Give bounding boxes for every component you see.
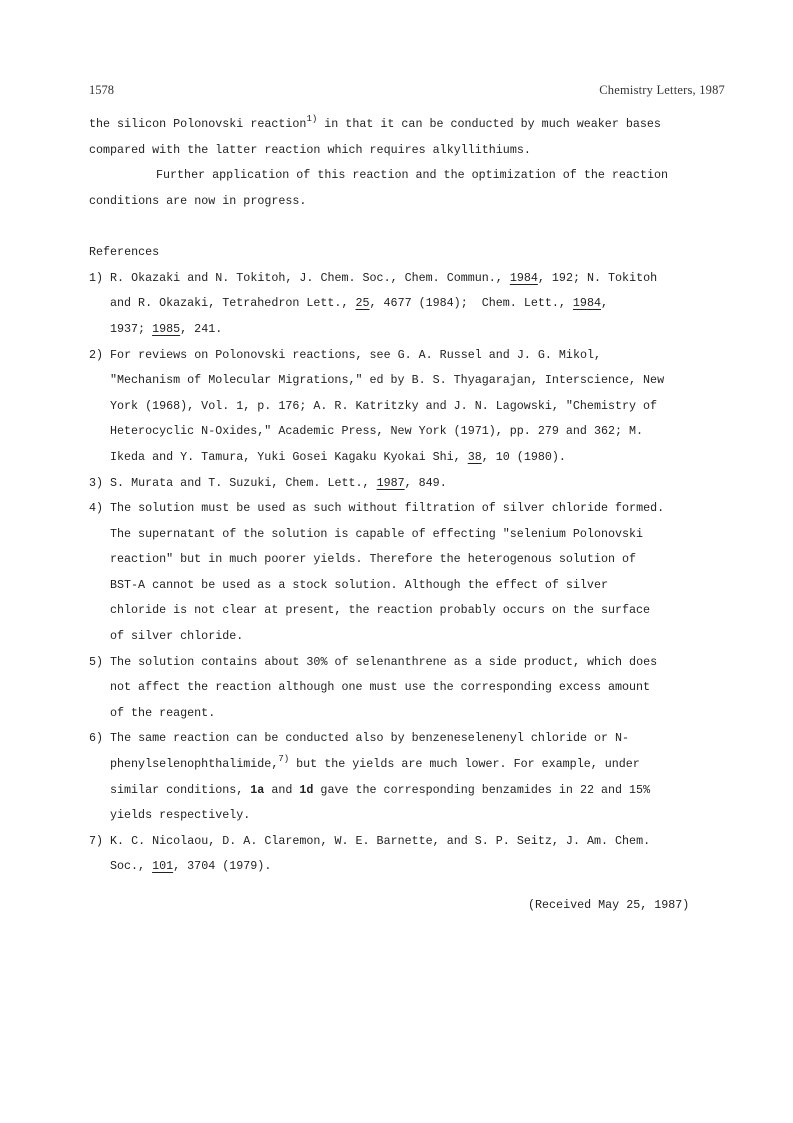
reference-2-line: "Mechanism of Molecular Migrations," ed by B. S. Thyagarajan, Interscience, New xyxy=(110,373,665,387)
journal-header: Chemistry Letters, 1987 xyxy=(599,83,725,97)
ref-volume: 25 xyxy=(355,296,370,310)
page-number: 1578 xyxy=(89,83,114,97)
ref-text: 1937; xyxy=(110,322,153,336)
ref-text: , 192; N. Tokitoh xyxy=(537,271,658,285)
reference-5-line: of the reagent. xyxy=(110,706,216,720)
reference-4-line: reaction" but in much poorer yields. Therefore the heterogenous solution of xyxy=(110,552,637,566)
reference-5-line: not affect the reaction although one must use the corresponding excess amount xyxy=(110,680,651,694)
ref-text: , 241. xyxy=(180,322,223,336)
reference-6-line xyxy=(110,783,650,797)
reference-4-line: 4) The solution must be used as such without filtration of silver chloride formed. xyxy=(89,501,665,515)
reference-2-line: 2) For reviews on Polonovski reactions, see G. A. Russel and J. G. Mikol, xyxy=(89,348,601,362)
ref-text: and R. Okazaki, Tetrahedron Lett., xyxy=(110,296,356,310)
ref-text: 3) S. Murata and T. Suzuki, Chem. Lett., xyxy=(89,476,377,490)
citation-superscript: 7) xyxy=(278,754,290,764)
reference-4-line: The supernatant of the solution is capable of effecting "selenium Polonovski xyxy=(110,527,644,541)
reference-4-line: BST-A cannot be used as a stock solution. Although the effect of silver xyxy=(110,578,608,592)
reference-1-line xyxy=(110,296,608,310)
reference-2-line: Heterocyclic N-Oxides," Academic Press, New York (1971), pp. 279 and 362; M. xyxy=(110,424,644,438)
compound-label: 1a xyxy=(250,783,265,797)
ref-text: 1) R. Okazaki and N. Tokitoh, J. Chem. Soc., Chem. Commun., xyxy=(89,271,510,285)
body-line xyxy=(89,114,661,131)
reference-5-line: 5) The solution contains about 30% of selenanthrene as a side product, which does xyxy=(89,655,658,669)
compound-label: 1d xyxy=(299,783,314,797)
references-heading: References xyxy=(89,245,160,259)
reference-2-line xyxy=(110,450,566,464)
reference-6-line: 6) The same reaction can be conducted also by benzeneselenenyl chloride or N- xyxy=(89,731,630,745)
body-line: Further application of this reaction and the optimization of the reaction xyxy=(156,168,668,182)
ref-text: gave the corresponding benzamides in 22 and 15% xyxy=(313,783,651,797)
ref-volume: 101 xyxy=(152,859,174,873)
body-line: conditions are now in progress. xyxy=(89,194,307,208)
reference-6-line xyxy=(110,754,640,771)
ref-text: phenylselenophthalimide, xyxy=(110,757,279,771)
citation-superscript: 1) xyxy=(306,114,318,124)
ref-text: , 3704 (1979). xyxy=(173,859,272,873)
ref-text: , 10 (1980). xyxy=(481,450,566,464)
reference-1-line xyxy=(89,271,657,285)
body-text: in that it can be conducted by much weaker bases xyxy=(317,117,661,131)
ref-text: similar conditions, xyxy=(110,783,251,797)
reference-7-line: 7) K. C. Nicolaou, D. A. Claremon, W. E. Barnette, and S. P. Seitz, J. Am. Chem. xyxy=(89,834,651,848)
ref-year: 1984 xyxy=(572,296,601,310)
ref-text: , 4677 (1984); Chem. Lett., xyxy=(369,296,573,310)
received-date: (Received May 25, 1987) xyxy=(528,898,690,912)
ref-year: 1984 xyxy=(509,271,538,285)
reference-7-line xyxy=(110,859,271,873)
ref-year: 1985 xyxy=(152,322,181,336)
reference-4-line: chloride is not clear at present, the reaction probably occurs on the surface xyxy=(110,603,651,617)
ref-year: 1987 xyxy=(376,476,405,490)
reference-6-line: yields respectively. xyxy=(110,808,251,822)
ref-text: Ikeda and Y. Tamura, Yuki Gosei Kagaku Kyokai Shi, xyxy=(110,450,468,464)
reference-3-line xyxy=(89,476,447,490)
reference-2-line: York (1968), Vol. 1, p. 176; A. R. Katritzky and J. N. Lagowski, "Chemistry of xyxy=(110,399,658,413)
reference-1-line xyxy=(110,322,222,336)
ref-text: , 849. xyxy=(404,476,447,490)
ref-text: Soc., xyxy=(110,859,153,873)
ref-volume: 38 xyxy=(467,450,482,464)
body-text: the silicon Polonovski reaction xyxy=(89,117,307,131)
ref-text: , xyxy=(600,296,608,310)
body-line: compared with the latter reaction which requires alkyllithiums. xyxy=(89,143,531,157)
ref-text: and xyxy=(264,783,300,797)
ref-text: but the yields are much lower. For example, under xyxy=(289,757,640,771)
reference-4-line: of silver chloride. xyxy=(110,629,244,643)
